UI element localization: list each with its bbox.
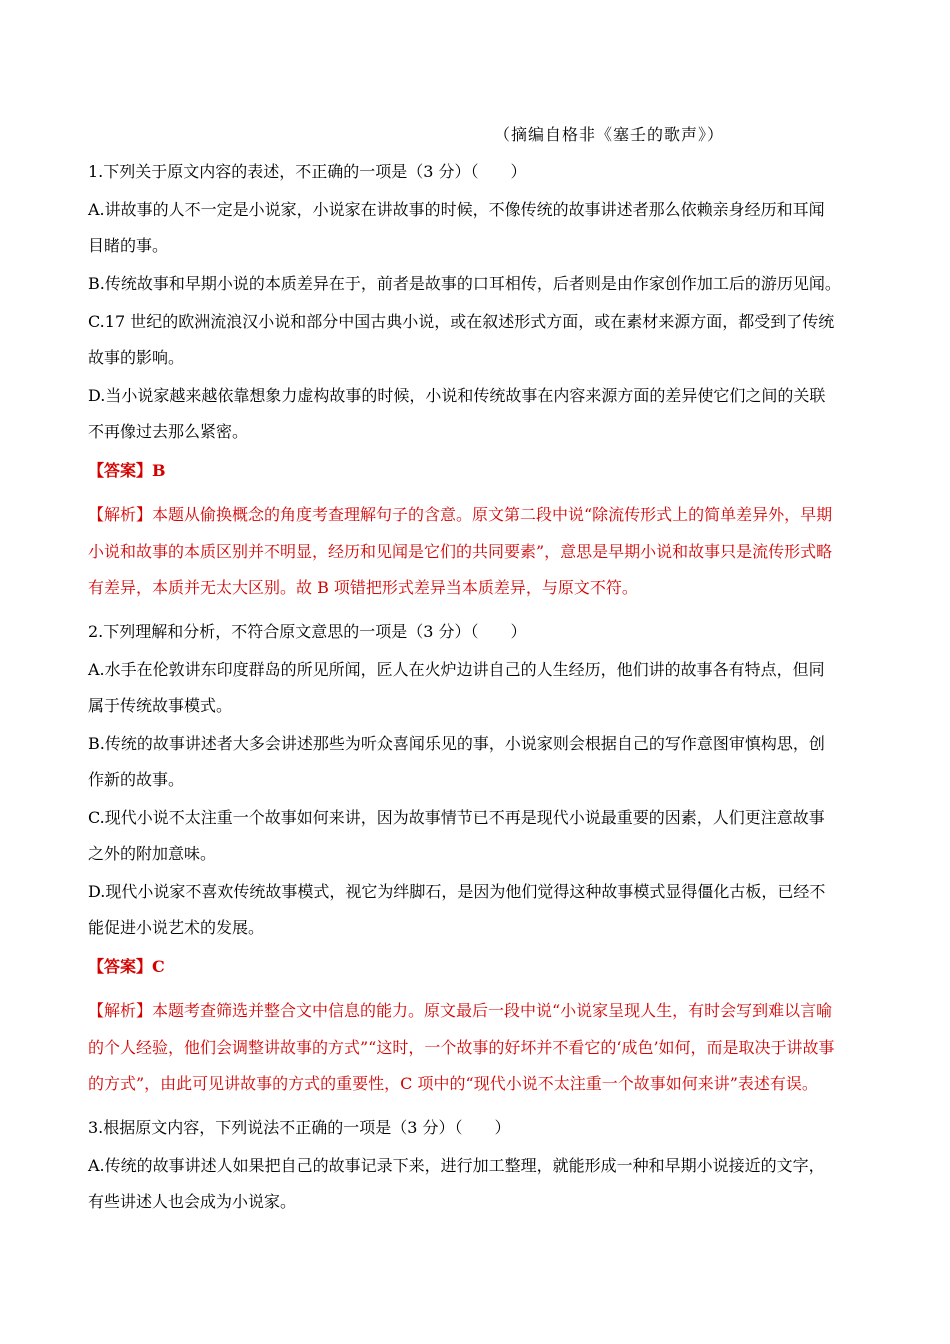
question-1-option-a-cont: 目睹的事。 [88, 236, 169, 255]
question-1-option-d: D.当小说家越来越依靠想象力虚构故事的时候，小说和传统故事在内容来源方面的差异使它们之间的关联 [88, 386, 826, 405]
question-2-option-d: D.现代小说家不喜欢传统故事模式，视它为绊脚石，是因为他们觉得这种故事模式显得僵化古板，已经不 [88, 882, 826, 901]
question-3-option-a-cont: 有些讲述人也会成为小说家。 [88, 1192, 297, 1211]
question-2-option-c: C.现代小说不太注重一个故事如何来讲，因为故事情节已不再是现代小说最重要的因素，人们更注意故事 [88, 808, 825, 827]
question-1-analysis-cont: 小说和故事的本质区别并不明显，经历和见闻是它们的共同要素”，意思是早期小说和故事只是流传形式略 [88, 542, 833, 561]
question-1-option-c: C.17 世纪的欧洲流浪汉小说和部分中国古典小说，或在叙述形式方面，或在素材来源方面，都受到了传统 [88, 312, 835, 331]
question-3-option-a: A.传统的故事讲述人如果把自己的故事记录下来，进行加工整理，就能形成一种和早期小说接近的文字， [88, 1156, 825, 1175]
question-2-option-c-cont: 之外的附加意味。 [88, 844, 217, 863]
question-2-option-b-cont: 作新的故事。 [88, 770, 185, 789]
question-1-option-d-cont: 不再像过去那么紧密。 [88, 422, 249, 441]
question-2-option-a-cont: 属于传统故事模式。 [88, 696, 233, 715]
question-1-answer: 【答案】B [88, 461, 166, 480]
question-2-stem: 2.下列理解和分析，不符合原文意思的一项是（3 分）（ ） [88, 622, 527, 641]
question-1-option-b: B.传统故事和早期小说的本质差异在于，前者是故事的口耳相传，后者则是由作家创作加工后的游历见闻。 [88, 274, 841, 293]
question-2-analysis-cont: 的个人经验，他们会调整讲故事的方式”“这时，一个故事的好坏并不看它的‘成色’如何，而是取决于讲故事 [88, 1038, 835, 1057]
question-2-answer: 【答案】C [88, 957, 165, 976]
question-3-stem: 3.根据原文内容，下列说法不正确的一项是（3 分）（ ） [88, 1118, 511, 1137]
question-1-stem: 1.下列关于原文内容的表述，不正确的一项是（3 分）（ ） [88, 162, 527, 181]
question-1-analysis-cont: 有差异，本质并无太大区别。故 B 项错把形式差异当本质差异，与原文不符。 [88, 578, 638, 597]
question-2-analysis: 【解析】本题考查筛选并整合文中信息的能力。原文最后一段中说“小说家呈现人生，有时会写到难以言喻 [88, 1001, 833, 1020]
question-1-analysis: 【解析】本题从偷换概念的角度考查理解句子的含意。原文第二段中说“除流传形式上的简单差异外，早期 [88, 505, 833, 524]
question-1-option-a: A.讲故事的人不一定是小说家，小说家在讲故事的时候，不像传统的故事讲述者那么依赖亲身经历和耳闻 [88, 200, 825, 219]
question-2-option-b: B.传统的故事讲述者大多会讲述那些为听众喜闻乐见的事，小说家则会根据自己的写作意图审慎构思，创 [88, 734, 825, 753]
question-1-option-c-cont: 故事的影响。 [88, 348, 185, 367]
question-2-option-d-cont: 能促进小说艺术的发展。 [88, 918, 265, 937]
source-note: （摘编自格非《塞壬的歌声》） [494, 125, 725, 144]
question-2-option-a: A.水手在伦敦讲东印度群岛的所见所闻，匠人在火炉边讲自己的人生经历，他们讲的故事各有特点，但同 [88, 660, 825, 679]
question-2-analysis-cont: 的方式”，由此可见讲故事的方式的重要性，C 项中的“现代小说不太注重一个故事如何来讲”表述有误。 [88, 1074, 818, 1093]
